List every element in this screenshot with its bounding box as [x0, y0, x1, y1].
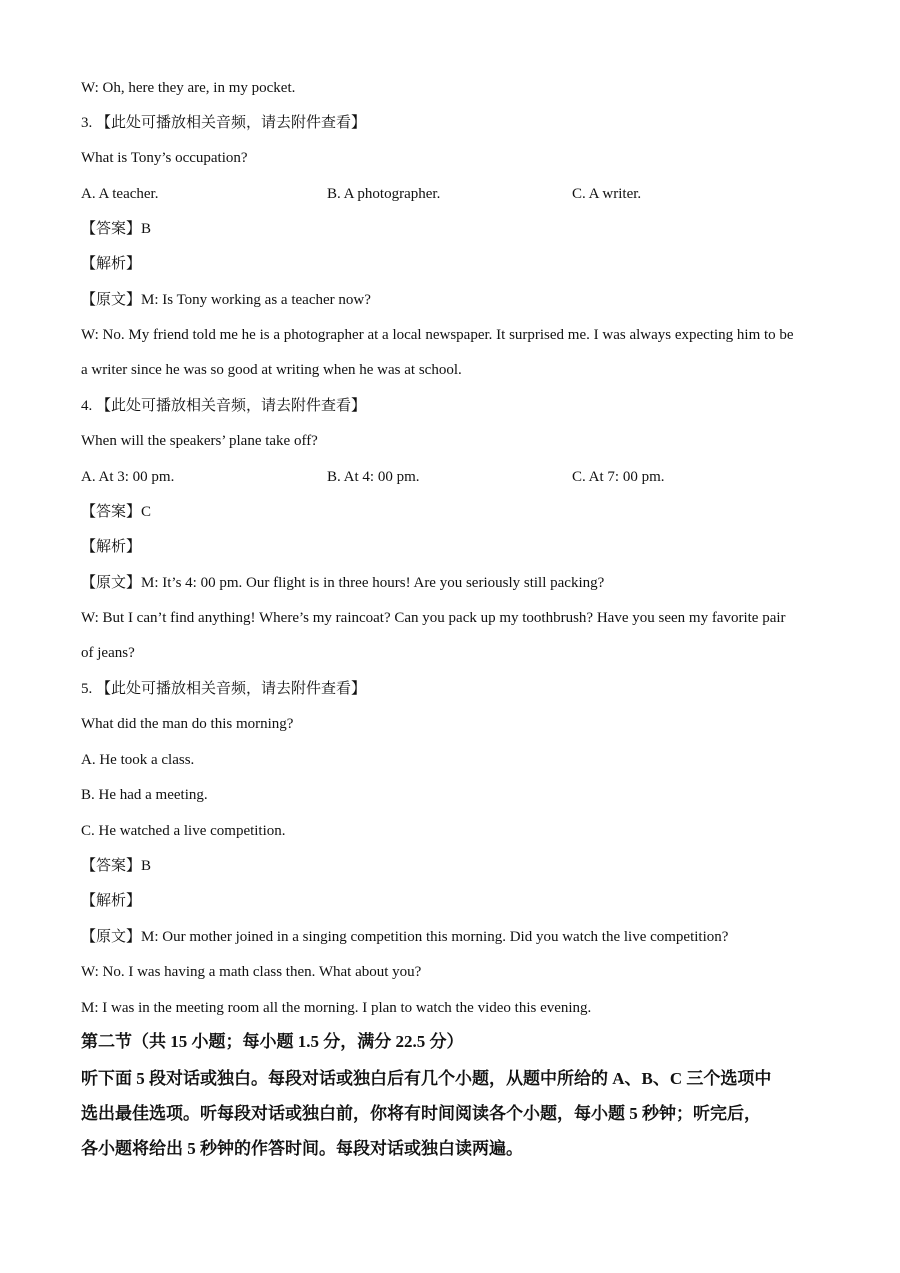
section2-title: 第二节（共 15 小题；每小题 1.5 分，满分 22.5 分）: [81, 1032, 464, 1051]
q5-header: 5. 【此处可播放相关音频，请去附件查看】: [81, 681, 367, 697]
q4-option-c: C. At 7: 00 pm.: [572, 469, 665, 485]
q3-answer: 【答案】B: [81, 221, 152, 237]
q3-header: 3. 【此处可播放相关音频，请去附件查看】: [81, 115, 367, 131]
q3-analysis: 【解析】: [81, 256, 142, 272]
q5-transcript-line: M: I was in the meeting room all the morning. I plan to watch the video this evening.: [81, 1000, 592, 1016]
q2-dialogue-w: W: Oh, here they are, in my pocket.: [81, 80, 296, 96]
q4-answer: 【答案】C: [81, 504, 152, 520]
section2-instruction-line: 各小题将给出 5 秒钟的作答时间。每段对话或独白读两遍。: [81, 1139, 523, 1158]
q3-option-c: C. A writer.: [572, 186, 642, 202]
q5-question: What did the man do this morning?: [81, 716, 294, 732]
q5-analysis: 【解析】: [81, 893, 142, 909]
q4-transcript-line: W: But I can’t find anything! Where’s my raincoat? Can you pack up my toothbrush? Have you seen my favorite pair: [81, 610, 786, 626]
section2-instruction-line: 听下面 5 段对话或独白。每段对话或独白后有几个小题，从题中所给的 A、B、C 三个选项中: [81, 1069, 772, 1088]
q4-question: When will the speakers’ plane take off?: [81, 433, 318, 449]
q3-transcript-line: 【原文】M: Is Tony working as a teacher now?: [81, 292, 371, 308]
q4-header: 4. 【此处可播放相关音频，请去附件查看】: [81, 398, 367, 414]
q3-option-a: A. A teacher.: [81, 186, 159, 202]
q5-answer: 【答案】B: [81, 858, 152, 874]
q5-transcript-line: W: No. I was having a math class then. What about you?: [81, 964, 422, 980]
section2-instruction-line: 选出最佳选项。听每段对话或独白前，你将有时间阅读各个小题，每小题 5 秒钟；听完后，: [81, 1104, 761, 1123]
q5-option-a: A. He took a class.: [81, 752, 195, 768]
q3-question: What is Tony’s occupation?: [81, 150, 248, 166]
q4-transcript-line: of jeans?: [81, 645, 135, 661]
q3-transcript-line: a writer since he was so good at writing when he was at school.: [81, 362, 462, 378]
q5-transcript-line: 【原文】M: Our mother joined in a singing competition this morning. Did you watch the live competition?: [81, 929, 729, 945]
q5-option-c: C. He watched a live competition.: [81, 823, 286, 839]
q4-option-b: B. At 4: 00 pm.: [327, 469, 420, 485]
q5-option-b: B. He had a meeting.: [81, 787, 208, 803]
q3-option-b: B. A photographer.: [327, 186, 441, 202]
q3-transcript-line: W: No. My friend told me he is a photographer at a local newspaper. It surprised me. I was always expecting him to be: [81, 327, 794, 343]
q4-transcript-line: 【原文】M: It’s 4: 00 pm. Our flight is in three hours! Are you seriously still packing?: [81, 575, 605, 591]
q4-option-a: A. At 3: 00 pm.: [81, 469, 175, 485]
q4-analysis: 【解析】: [81, 539, 142, 555]
